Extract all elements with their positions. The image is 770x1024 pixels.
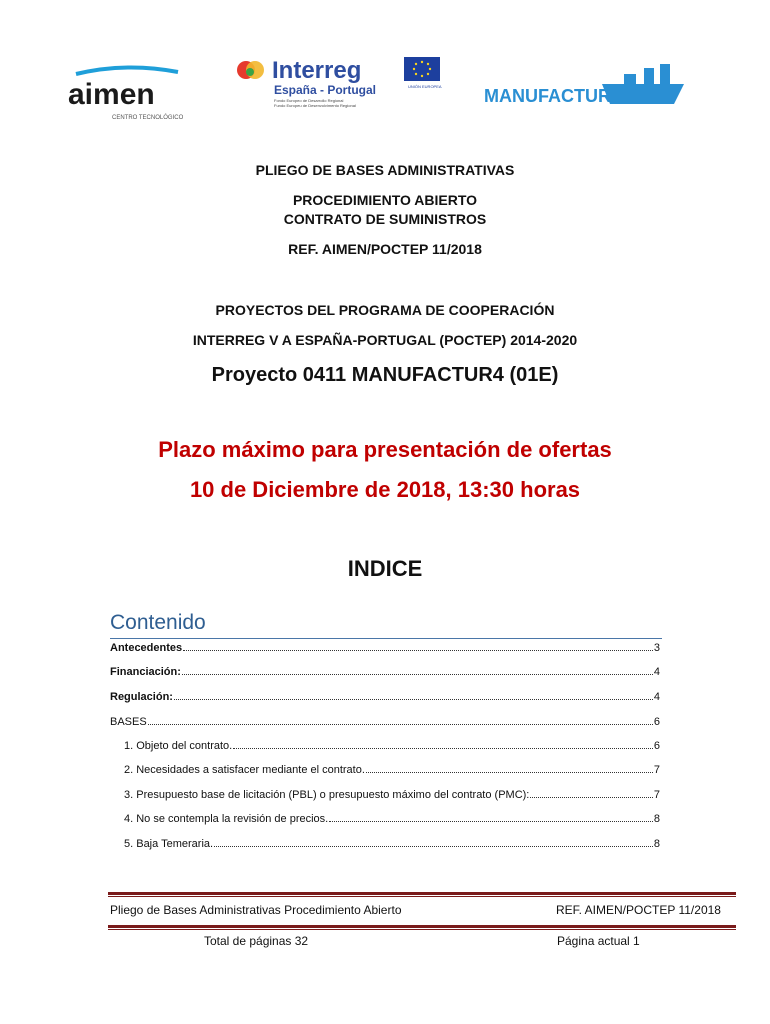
toc-item-bases[interactable]: [110, 715, 660, 731]
toc-leader: [233, 739, 653, 749]
toc-item-financiacion[interactable]: [110, 665, 660, 681]
interreg-fund-line1: Fondo Europeo de Desarrollo Regional: [274, 98, 344, 103]
toc-item-page: 6: [653, 740, 660, 752]
doc-title-line2: PROCEDIMIENTO ABIERTO: [292, 192, 478, 208]
toc-leader: [182, 665, 653, 675]
footer-total-pages: Total de páginas 32: [204, 934, 309, 948]
doc-title-line1: PLIEGO DE BASES ADMINISTRATIVAS: [255, 162, 515, 178]
toc-item-antecedentes[interactable]: [110, 641, 660, 657]
toc-item-page: 4: [653, 666, 660, 678]
toc-item-label: 3. Presupuesto base de licitación (PBL) o presupuesto máximo del contrato (PMC):: [124, 789, 530, 801]
toc-item-objeto[interactable]: [124, 739, 660, 755]
toc-item-label: Regulación:: [110, 691, 173, 703]
contents-title: Contenido: [110, 611, 206, 634]
interreg-fund-line2: Fundo Europeu de Desenvolvimento Regional: [274, 103, 356, 108]
toc-leader: [174, 690, 653, 700]
interreg-logo-text: Interreg: [272, 57, 362, 84]
toc-item-label: Antecedentes: [110, 642, 183, 654]
program-line1: PROYECTOS DEL PROGRAMA DE COOPERACIÓN: [215, 302, 555, 318]
footer-rule-top: [108, 892, 736, 897]
toc-item-label: Financiación:: [110, 666, 181, 678]
toc-item-label: 1. Objeto del contrato.: [124, 740, 233, 752]
doc-reference: REF. AIMEN/POCTEP 11/2018: [288, 241, 482, 257]
header-logos: [0, 52, 770, 122]
toc-leader: [214, 837, 653, 847]
toc-item-presupuesto[interactable]: [124, 788, 660, 804]
toc-item-label: 4. No se contempla la revisión de precios.: [124, 813, 329, 825]
doc-title-line3: CONTRATO DE SUMINISTROS: [283, 211, 487, 227]
manufactur-logo: [484, 64, 690, 104]
deadline-heading: Plazo máximo para presentación de ofertas: [158, 437, 612, 462]
program-line2: INTERREG V A ESPAÑA-PORTUGAL (POCTEP) 2014-2020: [192, 332, 578, 348]
toc-leader: [148, 715, 653, 725]
eu-label: UNIÓN EUROPEA: [408, 84, 442, 89]
footer-rule-bottom: [108, 925, 736, 930]
toc-item-label: 5. Baja Temeraria.: [124, 838, 214, 850]
toc-item-page: 8: [653, 813, 660, 825]
aimen-logo: [66, 64, 188, 122]
toc-item-page: 8: [653, 838, 660, 850]
manufactur-logo-text: MANUFACTUR: [484, 86, 611, 104]
toc-leader: [329, 812, 653, 822]
toc-item-page: 3: [653, 642, 660, 654]
toc-leader: [183, 641, 653, 651]
toc-item-page: 6: [653, 716, 660, 728]
footer-doc-title: Pliego de Bases Administrativas Procedimiento Abierto: [110, 903, 402, 917]
toc-item-page: 4: [653, 691, 660, 703]
interreg-logo: [236, 54, 446, 114]
toc-item-revision-precios[interactable]: [124, 812, 660, 828]
toc-leader: [530, 788, 653, 798]
toc-leader: [366, 763, 653, 773]
contents-divider: [110, 638, 662, 639]
aimen-logo-subtitle: CENTRO TECNOLÓGICO: [112, 115, 184, 121]
toc-item-label: 2. Necesidades a satisfacer mediante el contrato.: [124, 764, 365, 776]
toc-item-baja-temeraria[interactable]: [124, 837, 660, 853]
footer-reference: REF. AIMEN/POCTEP 11/2018: [556, 903, 721, 917]
index-heading: INDICE: [347, 556, 423, 581]
project-title: Proyecto 0411 MANUFACTUR4 (01E): [211, 364, 559, 386]
toc-item-regulacion[interactable]: [110, 690, 660, 706]
toc-item-necesidades[interactable]: [124, 763, 660, 779]
footer-current-page: Página actual 1: [557, 934, 640, 948]
toc-item-label: BASES: [110, 716, 147, 728]
deadline-date: 10 de Diciembre de 2018, 13:30 horas: [189, 477, 581, 502]
interreg-region: España - Portugal: [274, 83, 377, 97]
toc-item-page: 7: [653, 764, 660, 776]
toc-item-page: 7: [653, 789, 660, 801]
aimen-logo-text: aimen: [68, 78, 155, 111]
